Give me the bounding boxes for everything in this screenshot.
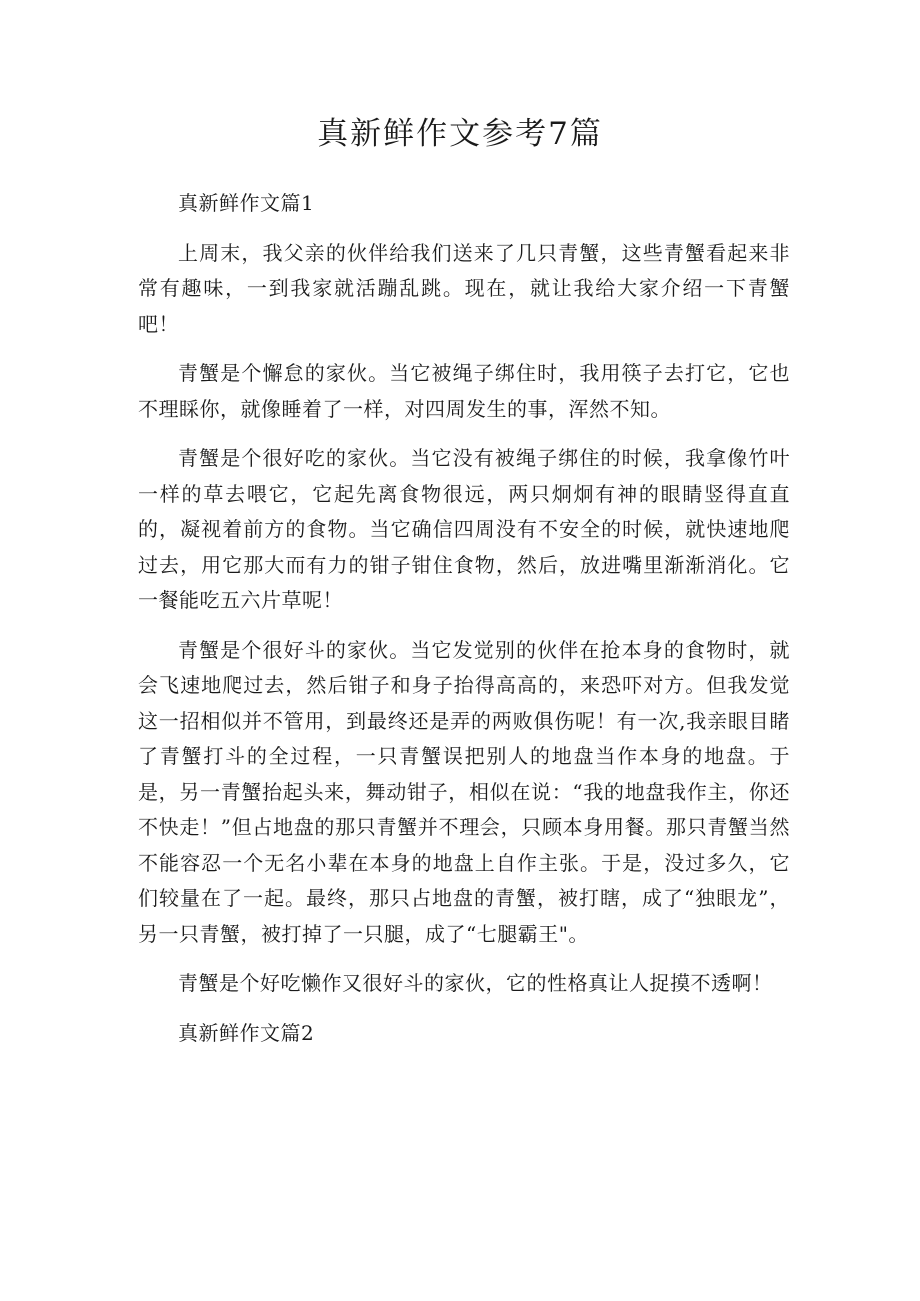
paragraph: 上周末，我父亲的伙伴给我们送来了几只青蟹，这些青蟹看起来非常有趣味，一到我家就活蹦乱跳。现在，就让我给大家介绍一下青蟹吧！	[138, 240, 790, 336]
paragraph: 青蟹是个懈怠的家伙。当它被绳子绑住时，我用筷子去打它，它也不理睬你，就像睡着了一样，对四周发生的事，浑然不知。	[138, 361, 790, 421]
paragraph: 青蟹是个好吃懒作又很好斗的家伙，它的性格真让人捉摸不透啊！	[178, 971, 773, 995]
paragraph: 青蟹是个很好斗的家伙。当它发觉别的伙伴在抢本身的食物时，就会飞速地爬过去，然后钳子和身子抬得高高的，来恐吓对方。但我发觉这一招相似并不管用，到最终还是弄的两败俱伤呢！有一次,我亲眼目睹了青蟹打斗的全过程，一只青蟹误把别人的地盘当作本身的地盘。于是，另一青蟹抬起头来，舞动钳子，相似在说：“我的地盘我作主，你还不快走！”但占地盘的那只青蟹并不理会，只顾本身用餐。那只青蟹当然不能容忍一个无名小辈在本身的地盘上自作主张。于是，没过多久，它们较量在了一起。最终，那只占地盘的青蟹，被打瞎，成了“独眼龙”，另一只青蟹，被打掉了一只腿，成了“七腿霸王"。	[138, 637, 790, 946]
section-heading: 真新鲜作文篇2	[178, 1020, 315, 1045]
document-title: 真新鲜作文参考7篇	[317, 116, 603, 152]
paragraph: 青蟹是个很好吃的家伙。当它没有被绳子绑住的时候，我拿像竹叶一样的草去喂它，它起先离食物很远，两只炯炯有神的眼睛竖得直直的，凝视着前方的食物。当它确信四周没有不安全的时候，就快速地爬过去，用它那大而有力的钳子钳住食物，然后，放进嘴里渐渐消化。它一餐能吃五六片草呢！	[138, 446, 790, 612]
section-heading: 真新鲜作文篇1	[178, 191, 315, 215]
document-body	[138, 186, 790, 1065]
